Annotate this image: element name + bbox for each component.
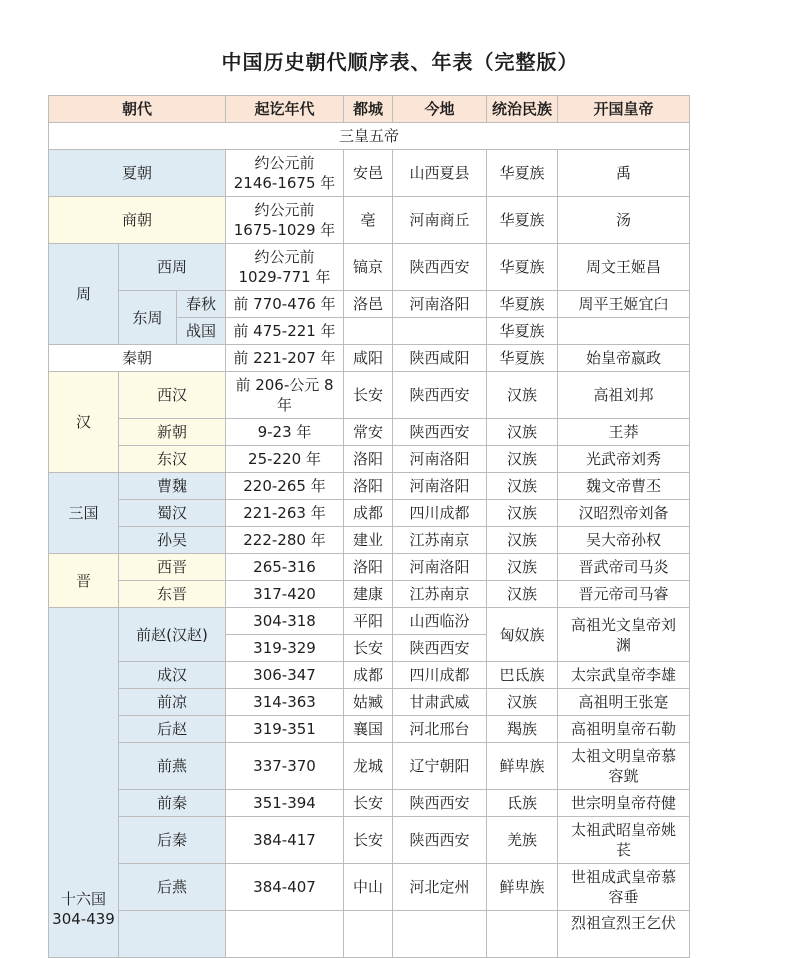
group-dongzhou: 东周: [119, 291, 177, 345]
dynasty-name: 春秋: [177, 291, 226, 318]
founder-cell: 汉昭烈帝刘备: [558, 500, 690, 527]
years-cell: 约公元前 1675-1029 年: [226, 197, 344, 244]
ethnic-cell: 汉族: [487, 554, 558, 581]
capital-cell: 洛阳: [344, 473, 393, 500]
capital-cell: 龙城: [344, 743, 393, 790]
ethnic-cell: 羯族: [487, 716, 558, 743]
years-cell: 319-329: [226, 635, 344, 662]
founder-cell: 禹: [558, 150, 690, 197]
table-row: [49, 554, 690, 581]
years-cell: 221-263 年: [226, 500, 344, 527]
founder-cell: 太祖武昭皇帝姚 苌: [558, 817, 690, 864]
years-cell: 351-394: [226, 790, 344, 817]
ethnic-cell: 汉族: [487, 581, 558, 608]
dynasty-name: 西汉: [119, 372, 226, 419]
table-row: [49, 372, 690, 419]
today-cell: 陕西西安: [393, 244, 487, 291]
years-cell: 317-420: [226, 581, 344, 608]
founder-cell: 始皇帝嬴政: [558, 345, 690, 372]
capital-cell: 安邑: [344, 150, 393, 197]
capital-cell: 长安: [344, 817, 393, 864]
founder-cell: 汤: [558, 197, 690, 244]
ethnic-cell: 华夏族: [487, 244, 558, 291]
founder-cell: 高祖光文皇帝刘 渊: [558, 608, 690, 662]
years-cell: 306-347: [226, 662, 344, 689]
page-title: 中国历史朝代顺序表、年表（完整版）: [221, 50, 579, 74]
section-row: [49, 123, 690, 150]
dynasty-name: 前燕: [119, 743, 226, 790]
table-row: [49, 473, 690, 500]
founder-cell: 世宗明皇帝苻健: [558, 790, 690, 817]
ethnic-cell: 匈奴族: [487, 608, 558, 662]
capital-cell: 长安: [344, 635, 393, 662]
dynasty-name: 蜀汉: [119, 500, 226, 527]
table-row: [49, 244, 690, 291]
capital-cell: 成都: [344, 662, 393, 689]
dynasty-name: 后赵: [119, 716, 226, 743]
years-cell: 220-265 年: [226, 473, 344, 500]
years-cell: 319-351: [226, 716, 344, 743]
founder-cell: 周平王姬宜臼: [558, 291, 690, 318]
today-cell: 河南洛阳: [393, 554, 487, 581]
dynasty-name: 西晋: [119, 554, 226, 581]
capital-cell: 建康: [344, 581, 393, 608]
table-row: [49, 291, 690, 318]
group-han: 汉: [49, 372, 119, 473]
today-cell: 河南商丘: [393, 197, 487, 244]
dynasty-name: 战国: [177, 318, 226, 345]
ethnic-cell: 汉族: [487, 473, 558, 500]
today-cell: [393, 911, 487, 958]
dynasty-name: 孙吴: [119, 527, 226, 554]
dynasty-name: 后燕: [119, 864, 226, 911]
table-row: [49, 911, 690, 958]
table-row: [49, 419, 690, 446]
capital-cell: 咸阳: [344, 345, 393, 372]
years-cell: 前 770-476 年: [226, 291, 344, 318]
dynasty-name: 东汉: [119, 446, 226, 473]
dynasty-name: 秦朝: [49, 345, 226, 372]
dynasty-name: 前凉: [119, 689, 226, 716]
today-cell: 陕西西安: [393, 790, 487, 817]
years-cell: 265-316: [226, 554, 344, 581]
group-shiliuguo: 十六国 304-439: [49, 608, 119, 958]
section-sanhuang: 三皇五帝: [49, 123, 690, 150]
table-row: [49, 662, 690, 689]
founder-cell: 烈祖宣烈王乞伏: [558, 911, 690, 958]
ethnic-cell: 氐族: [487, 790, 558, 817]
table-row: [49, 716, 690, 743]
ethnic-cell: 汉族: [487, 527, 558, 554]
today-cell: 四川成都: [393, 662, 487, 689]
today-cell: 河南洛阳: [393, 291, 487, 318]
years-cell: 约公元前 2146-1675 年: [226, 150, 344, 197]
ethnic-cell: 汉族: [487, 372, 558, 419]
table-row: [49, 608, 690, 635]
today-cell: 陕西西安: [393, 817, 487, 864]
founder-cell: 王莽: [558, 419, 690, 446]
dynasty-name: 曹魏: [119, 473, 226, 500]
ethnic-cell: 华夏族: [487, 291, 558, 318]
years-cell: [226, 911, 344, 958]
header-capital: 都城: [344, 96, 393, 123]
today-cell: 河北定州: [393, 864, 487, 911]
today-cell: [393, 318, 487, 345]
years-cell: 25-220 年: [226, 446, 344, 473]
group-jin: 晋: [49, 554, 119, 608]
capital-cell: [344, 911, 393, 958]
years-cell: 222-280 年: [226, 527, 344, 554]
capital-cell: 亳: [344, 197, 393, 244]
founder-cell: 高祖明王张寔: [558, 689, 690, 716]
table-row: [49, 743, 690, 790]
years-cell: 前 206-公元 8 年: [226, 372, 344, 419]
capital-cell: 镐京: [344, 244, 393, 291]
today-cell: 河北邢台: [393, 716, 487, 743]
dynasty-name: [119, 911, 226, 958]
table-row: [49, 790, 690, 817]
founder-cell: 晋武帝司马炎: [558, 554, 690, 581]
dynasty-name: 东晋: [119, 581, 226, 608]
capital-cell: 常安: [344, 419, 393, 446]
table-row: [49, 345, 690, 372]
table-row: [49, 446, 690, 473]
today-cell: 江苏南京: [393, 581, 487, 608]
ethnic-cell: 华夏族: [487, 345, 558, 372]
ethnic-cell: 汉族: [487, 689, 558, 716]
dynasty-name: 夏朝: [49, 150, 226, 197]
capital-cell: 洛阳: [344, 554, 393, 581]
capital-cell: 洛阳: [344, 446, 393, 473]
ethnic-cell: 鲜卑族: [487, 743, 558, 790]
capital-cell: 姑臧: [344, 689, 393, 716]
table-row: [49, 150, 690, 197]
capital-cell: 建业: [344, 527, 393, 554]
header-row: [49, 96, 690, 123]
today-cell: 陕西咸阳: [393, 345, 487, 372]
table-row: [49, 817, 690, 864]
years-cell: 前 475-221 年: [226, 318, 344, 345]
today-cell: 江苏南京: [393, 527, 487, 554]
years-cell: 前 221-207 年: [226, 345, 344, 372]
today-cell: 山西临汾: [393, 608, 487, 635]
dynasty-name: 成汉: [119, 662, 226, 689]
capital-cell: [344, 318, 393, 345]
table-row: [49, 581, 690, 608]
today-cell: 辽宁朝阳: [393, 743, 487, 790]
years-cell: 9-23 年: [226, 419, 344, 446]
ethnic-cell: 巴氐族: [487, 662, 558, 689]
header-today: 今地: [393, 96, 487, 123]
table-row: [49, 864, 690, 911]
dynasty-name: 商朝: [49, 197, 226, 244]
ethnic-cell: [487, 911, 558, 958]
today-cell: 甘肃武威: [393, 689, 487, 716]
founder-cell: [558, 318, 690, 345]
dynasty-table: [48, 95, 690, 958]
founder-cell: 魏文帝曹丕: [558, 473, 690, 500]
ethnic-cell: 华夏族: [487, 318, 558, 345]
ethnic-cell: 汉族: [487, 446, 558, 473]
header-dynasty: 朝代: [49, 96, 226, 123]
dynasty-name: 前秦: [119, 790, 226, 817]
today-cell: 陕西西安: [393, 419, 487, 446]
today-cell: 四川成都: [393, 500, 487, 527]
capital-cell: 成都: [344, 500, 393, 527]
header-ethnic: 统治民族: [487, 96, 558, 123]
header-founder: 开国皇帝: [558, 96, 690, 123]
group-sanguo: 三国: [49, 473, 119, 554]
dynasty-name: 西周: [119, 244, 226, 291]
table-row: [49, 197, 690, 244]
today-cell: 陕西西安: [393, 372, 487, 419]
ethnic-cell: 汉族: [487, 500, 558, 527]
capital-cell: 襄国: [344, 716, 393, 743]
capital-cell: 长安: [344, 790, 393, 817]
years-cell: 384-417: [226, 817, 344, 864]
today-cell: 山西夏县: [393, 150, 487, 197]
ethnic-cell: 汉族: [487, 419, 558, 446]
table-row: [49, 500, 690, 527]
today-cell: 河南洛阳: [393, 446, 487, 473]
years-cell: 约公元前 1029-771 年: [226, 244, 344, 291]
founder-cell: 高祖明皇帝石勒: [558, 716, 690, 743]
table-row: [49, 689, 690, 716]
today-cell: 河南洛阳: [393, 473, 487, 500]
years-cell: 337-370: [226, 743, 344, 790]
ethnic-cell: 华夏族: [487, 197, 558, 244]
founder-cell: 周文王姬昌: [558, 244, 690, 291]
capital-cell: 长安: [344, 372, 393, 419]
dynasty-name: 新朝: [119, 419, 226, 446]
capital-cell: 中山: [344, 864, 393, 911]
founder-cell: 晋元帝司马睿: [558, 581, 690, 608]
founder-cell: 光武帝刘秀: [558, 446, 690, 473]
years-cell: 314-363: [226, 689, 344, 716]
today-cell: 陕西西安: [393, 635, 487, 662]
ethnic-cell: 华夏族: [487, 150, 558, 197]
table-row: [49, 527, 690, 554]
ethnic-cell: 羌族: [487, 817, 558, 864]
founder-cell: 吴大帝孙权: [558, 527, 690, 554]
founder-cell: 世祖成武皇帝慕 容垂: [558, 864, 690, 911]
dynasty-name: 后秦: [119, 817, 226, 864]
founder-cell: 太祖文明皇帝慕 容皝: [558, 743, 690, 790]
years-cell: 384-407: [226, 864, 344, 911]
years-cell: 304-318: [226, 608, 344, 635]
header-years: 起讫年代: [226, 96, 344, 123]
founder-cell: 太宗武皇帝李雄: [558, 662, 690, 689]
group-zhou: 周: [49, 244, 119, 345]
capital-cell: 洛邑: [344, 291, 393, 318]
ethnic-cell: 鲜卑族: [487, 864, 558, 911]
dynasty-name: 前赵(汉赵): [119, 608, 226, 662]
capital-cell: 平阳: [344, 608, 393, 635]
founder-cell: 高祖刘邦: [558, 372, 690, 419]
